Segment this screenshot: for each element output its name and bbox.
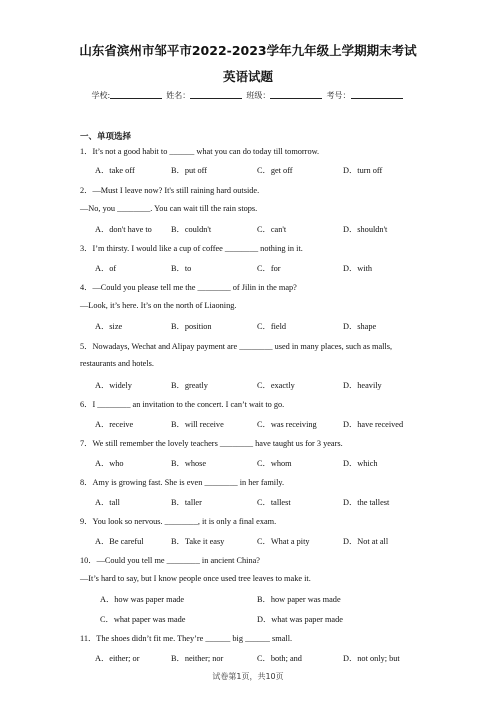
section-heading: 一、单项选择 xyxy=(80,132,132,142)
question-8: 8．Amy is growing fast. She is even ________ in her family. xyxy=(80,478,285,487)
exam-title: 山东省滨州市邹平市2022-2023学年九年级上学期期末考试 xyxy=(79,43,417,58)
option-a[interactable]: A．Be careful xyxy=(95,537,144,546)
question-4-line-2: —Look, it’s here. It’s on the north of Liaoning. xyxy=(80,301,237,310)
question-5-line-2: restaurants and hotels. xyxy=(80,359,154,368)
option-d[interactable]: D．which xyxy=(343,459,378,468)
page-footer: 试卷第1页，共10页 xyxy=(212,672,284,681)
option-b[interactable]: B．neither; nor xyxy=(171,654,224,663)
option-b[interactable]: B．couldn't xyxy=(171,225,212,234)
school-label: 学校: xyxy=(91,91,111,100)
option-b[interactable]: B．will receive xyxy=(171,420,224,429)
option-b[interactable]: B．how paper was made xyxy=(257,595,341,604)
option-c[interactable]: C．exactly xyxy=(257,381,295,390)
option-a[interactable]: A．how was paper made xyxy=(100,595,185,604)
option-c[interactable]: C．both; and xyxy=(257,654,302,663)
option-a[interactable]: A．don't have to xyxy=(95,225,152,234)
option-d[interactable]: D．with xyxy=(343,264,373,273)
option-d[interactable]: D．have received xyxy=(343,420,404,429)
question-10: 10．—Could you tell me ________ in ancient China? xyxy=(80,556,260,565)
class-blank[interactable] xyxy=(270,90,322,99)
question-1: 1．It’s not a good habit to ______ what you can do today till tomorrow. xyxy=(80,147,320,156)
question-6: 6．I ________ an invitation to the concert. I can’t wait to go. xyxy=(80,400,285,409)
question-5: 5．Nowadays, Wechat and Alipay payment are ________ used in many places, such as malls, xyxy=(80,342,393,351)
option-d[interactable]: D．Not at all xyxy=(343,537,389,546)
option-c[interactable]: C．tallest xyxy=(257,498,291,507)
option-b[interactable]: B．whose xyxy=(171,459,207,468)
question-10-line-2: —It’s hard to say, but I know people once used tree leaves to make it. xyxy=(80,574,311,583)
question-2: 2．—Must I leave now? It's still raining hard outside. xyxy=(80,186,260,195)
option-d[interactable]: D．shape xyxy=(343,322,377,331)
option-c[interactable]: C．can't xyxy=(257,225,287,234)
question-4: 4．—Could you please tell me the ________ of Jilin in the map? xyxy=(80,283,297,292)
option-a[interactable]: A．widely xyxy=(95,381,132,390)
option-d[interactable]: D．not only; but xyxy=(343,654,400,663)
question-11: 11．The shoes didn’t fit me. They’re ______ big ______ small. xyxy=(80,634,293,643)
option-c[interactable]: C．what paper was made xyxy=(100,615,186,624)
option-a[interactable]: A．tall xyxy=(95,498,120,507)
student-info-row xyxy=(0,90,496,101)
option-b[interactable]: B．position xyxy=(171,322,212,331)
number-blank[interactable] xyxy=(351,90,403,99)
option-c[interactable]: C．was receiving xyxy=(257,420,317,429)
option-c[interactable]: C．field xyxy=(257,322,287,331)
option-b[interactable]: B．put off xyxy=(171,166,208,175)
option-a[interactable]: A．of xyxy=(95,264,117,273)
option-a[interactable]: A．who xyxy=(95,459,124,468)
option-a[interactable]: A．size xyxy=(95,322,123,331)
school-blank[interactable] xyxy=(110,90,162,99)
option-d[interactable]: D．the tallest xyxy=(343,498,390,507)
option-c[interactable]: C．whom xyxy=(257,459,292,468)
name-blank[interactable] xyxy=(190,90,242,99)
question-9: 9．You look so nervous. ________, it is only a final exam. xyxy=(80,517,277,526)
option-c[interactable]: C．get off xyxy=(257,166,293,175)
option-d[interactable]: D．heavily xyxy=(343,381,382,390)
option-a[interactable]: A．receive xyxy=(95,420,134,429)
option-b[interactable]: B．Take it easy xyxy=(171,537,225,546)
option-c[interactable]: C．What a pity xyxy=(257,537,310,546)
number-label: 考号： xyxy=(326,91,351,100)
option-a[interactable]: A．either; or xyxy=(95,654,140,663)
option-b[interactable]: B．greatly xyxy=(171,381,208,390)
option-d[interactable]: D．turn off xyxy=(343,166,383,175)
class-label: 班级： xyxy=(246,91,271,100)
question-2-line-2: —No, you ________. You can wait till the rain stops. xyxy=(80,204,258,213)
question-3: 3．I’m thirsty. I would like a cup of coffee ________ nothing in it. xyxy=(80,244,303,253)
name-label: 姓名： xyxy=(166,91,191,100)
question-7: 7．We still remember the lovely teachers ________ have taught us for 3 years. xyxy=(80,439,343,448)
option-d[interactable]: D．shouldn't xyxy=(343,225,388,234)
exam-subtitle: 英语试题 xyxy=(222,69,273,84)
option-a[interactable]: A．take off xyxy=(95,166,135,175)
option-b[interactable]: B．taller xyxy=(171,498,202,507)
option-c[interactable]: C．for xyxy=(257,264,281,273)
option-b[interactable]: B．to xyxy=(171,264,192,273)
option-d[interactable]: D．what was paper made xyxy=(257,615,343,624)
